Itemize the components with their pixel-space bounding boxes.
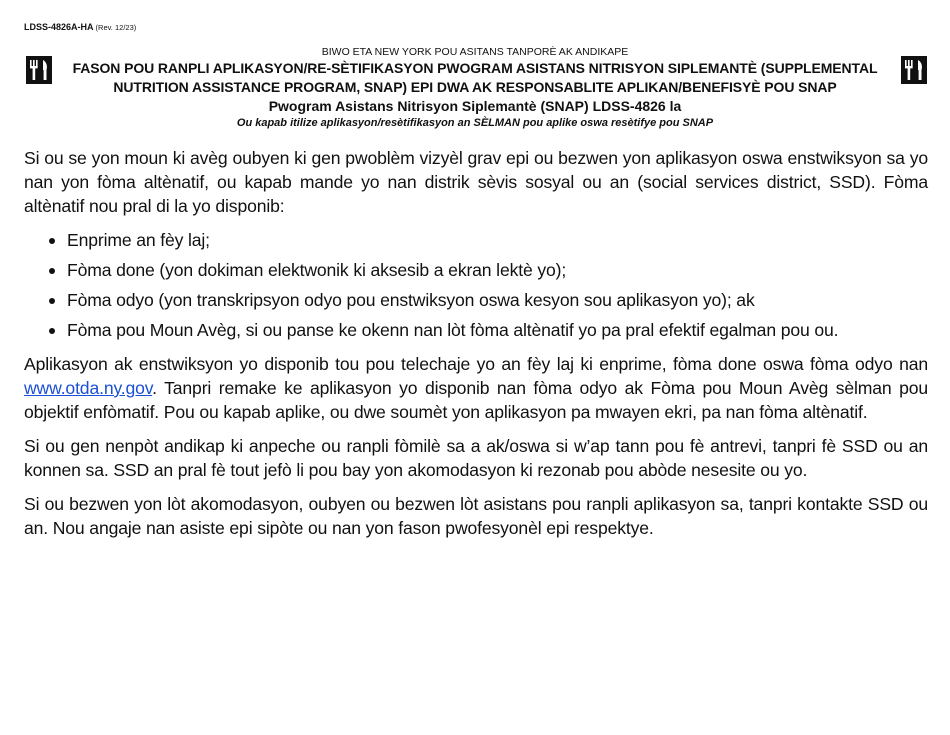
download-text-before: Aplikasyon ak enstwiksyon yo disponib tou pou telechaje yo an fèy laj ki enprime, fòma done oswa fòma odyo nan — [24, 354, 928, 374]
download-paragraph — [24, 352, 928, 424]
agency-name: BIWO ETA NEW YORK POU ASITANS TANPORÈ AK ANDIKAPE — [321, 46, 629, 58]
download-text-after: . Tanpri remake ke aplikasyon yo disponib nan fòma odyo ak Fòma pou Moun Avèg sèlman pou objektif enfòmatif. Pou ou kapab aplike, ou dwe soumèt yon aplikasyon pa mwayen ekri, pa nan fòma altènatif. — [24, 378, 928, 422]
disability-paragraph: Si ou gen nenpòt andikap ki anpeche ou ranpli fòmilè sa a ak/oswa si w’ap tann pou fè antrevi, tanpri fè SSD ou an konnen sa. SSD an pral fè tout jefò li pou bay yon akomodasyon ki rezonab pou abòde nesesite ou yo. — [24, 436, 928, 480]
document-body — [24, 146, 928, 550]
list-item: Fòma done (yon dokiman elektwonik ki aksesib a ekran lektè yo); — [24, 258, 928, 282]
form-number — [24, 22, 136, 32]
usage-note: Ou kapab itilize aplikasyon/resètifikasyon an SÈLMAN pou aplike oswa resètifye pou SNAP — [236, 117, 714, 129]
list-item: Fòma pou Moun Avèg, si ou panse ke okenn nan lòt fòma altènatif yo pa pral efektif egalman pou ou. — [24, 318, 928, 342]
form-revision: (Rev. 12/23) — [95, 23, 137, 32]
accommodation-paragraph: Si ou bezwen yon lòt akomodasyon, oubyen ou bezwen lòt asistans pou ranpli aplikasyon sa, tanpri kontakte SSD ou an. Nou angaje nan asiste epi sipòte ou nan yon fason pwofesyonèl epi respektye. — [24, 494, 928, 538]
document-header — [60, 46, 890, 131]
document-title-line-1: FASON POU RANPLI APLIKASYON/RE-SÈTIFIKASYON PWOGRAM ASISTANS NITRISYON SIPLEMANTÈ (SUPPLEMENTAL — [72, 60, 878, 76]
fork-knife-icon — [26, 56, 52, 84]
form-number-code: LDSS-4826A-HA — [24, 22, 94, 32]
otda-website-link[interactable]: www.otda.ny.gov — [24, 378, 153, 398]
list-item: Enprime an fèy laj; — [24, 228, 928, 252]
fork-knife-icon — [901, 56, 927, 84]
intro-paragraph: Si ou se yon moun ki avèg oubyen ki gen pwoblèm vizyèl grav epi ou bezwen yon aplikasyon oswa enstwiksyon sa yo nan yon fòma altènatif, ou kapab mande yo nan distrik sèvis sosyal ou an (social services district, SSD). Fòma altènatif nou pral di la yo disponib: — [24, 148, 928, 216]
format-list — [24, 228, 928, 342]
list-item: Fòma odyo (yon transkripsyon odyo pou enstwiksyon oswa kesyon sou aplikasyon yo); ak — [24, 288, 928, 312]
document-subtitle: Pwogram Asistans Nitrisyon Siplemantè (SNAP) LDSS-4826 la — [268, 98, 682, 114]
document-title-line-2: NUTRITION ASSISTANCE PROGRAM, SNAP) EPI DWA AK RESPONSABLITE APLIKAN/BENEFISYÈ POU SNAP — [113, 79, 837, 95]
